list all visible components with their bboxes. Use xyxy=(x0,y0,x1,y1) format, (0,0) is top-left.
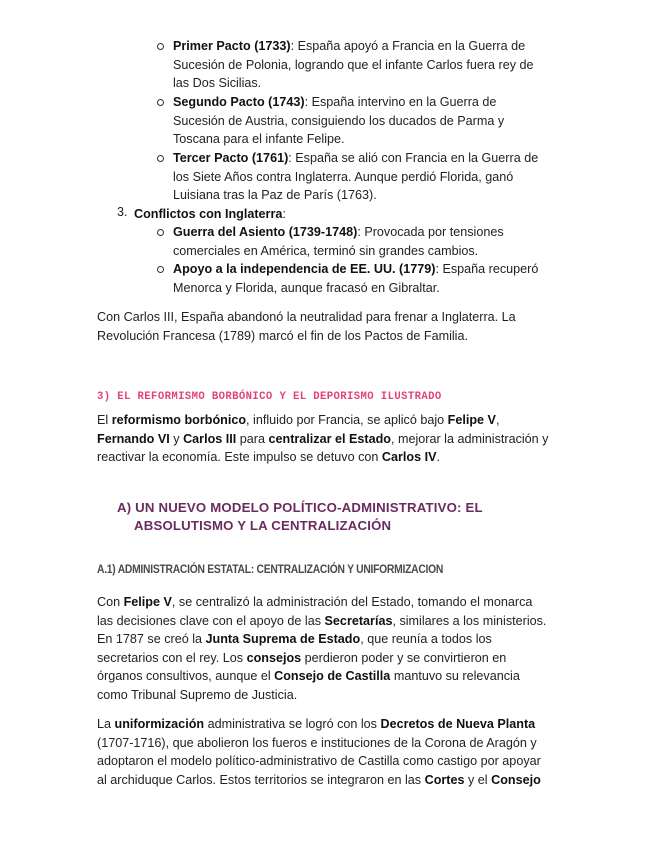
circle-bullet-icon xyxy=(157,229,164,236)
conflictos-title: Conflictos con Inglaterra: xyxy=(134,207,286,221)
circle-bullet-icon xyxy=(157,43,164,50)
circle-bullet-icon xyxy=(157,155,164,162)
reformismo-paragraph: El reformismo borbónico, influido por Francia, se aplicó bajo Felipe V, Fernando VI y Carlos III para centralizar el Estado, mejorar la administración y reactivar la economía. Este impulso se detuvo con Carlos IV. xyxy=(97,413,549,464)
list-item-apoyo-independencia: Apoyo a la independencia de EE. UU. (1779): España recuperó Menorca y Florida, aunque fracasó en Gibraltar. xyxy=(173,262,539,295)
section-heading-a-line2: ABSOLUTISMO Y LA CENTRALIZACIÓN xyxy=(134,518,392,533)
list-item-guerra-asiento: Guerra del Asiento (1739-1748): Provocada por tensiones comerciales en América, terminó sin grandes cambios. xyxy=(173,225,504,258)
section-heading-a1: A.1) ADMINISTRACIÓN ESTATAL: CENTRALIZACIÓN Y UNIFORMIZACION xyxy=(97,562,444,576)
pacto-title: Tercer Pacto (1761) xyxy=(173,151,289,165)
section-heading-reformismo: 3) EL REFORMISMO BORBÓNICO Y EL DEPORISMO ILUSTRADO xyxy=(97,391,442,403)
pacto-title: Segundo Pacto (1743) xyxy=(173,95,305,109)
pacto-title: Primer Pacto (1733) xyxy=(173,39,291,53)
list-number: 3. xyxy=(117,205,128,219)
list-item-segundo-pacto: Segundo Pacto (1743): España intervino en la Guerra de Sucesión de Austria, consiguiendo los ducados de Parma y Toscana para el infante Felipe. xyxy=(173,95,505,146)
section-heading-a-line1: A) UN NUEVO MODELO POLÍTICO-ADMINISTRATIVO: EL xyxy=(117,500,483,515)
list-item-tercer-pacto: Tercer Pacto (1761): España se alió con Francia en la Guerra de los Siete Años contra Inglaterra. Aunque perdió Florida, ganó Luisiana tras la Paz de París (1763). xyxy=(173,151,539,202)
uniformizacion-paragraph: La uniformización administrativa se logró con los Decretos de Nueva Planta (1707-1716), que abolieron los fueros e instituciones de la Corona de Aragón y adoptaron el modelo político-administrativo de Castilla como castigo por apoyar al archiduque Carlos. Estos territorios se integraron en las Cortes y el Consejo xyxy=(97,717,541,787)
list-item-primer-pacto: Primer Pacto (1733): España apoyó a Francia en la Guerra de Sucesión de Polonia, logrando que el infante Carlos fuera rey de las Dos Sicilias. xyxy=(173,39,534,90)
circle-bullet-icon xyxy=(157,266,164,273)
carlos-paragraph: Con Carlos III, España abandonó la neutralidad para frenar a Inglaterra. La Revolución Francesa (1789) marcó el fin de los Pactos de Familia. xyxy=(97,310,516,343)
centralizacion-paragraph: Con Felipe V, se centralizó la administración del Estado, tomando el monarca las decisiones clave con el apoyo de las Secretarías, similares a los ministerios. En 1787 se creó la Junta Suprema de Estado, que reunía a todos los secretarios con el rey. Los consejos perdieron poder y se convirtieron en órganos consultivos, aunque el Consejo de Castilla mantuvo su relevancia como Tribunal Supremo de Justicia. xyxy=(97,595,547,702)
circle-bullet-icon xyxy=(157,99,164,106)
